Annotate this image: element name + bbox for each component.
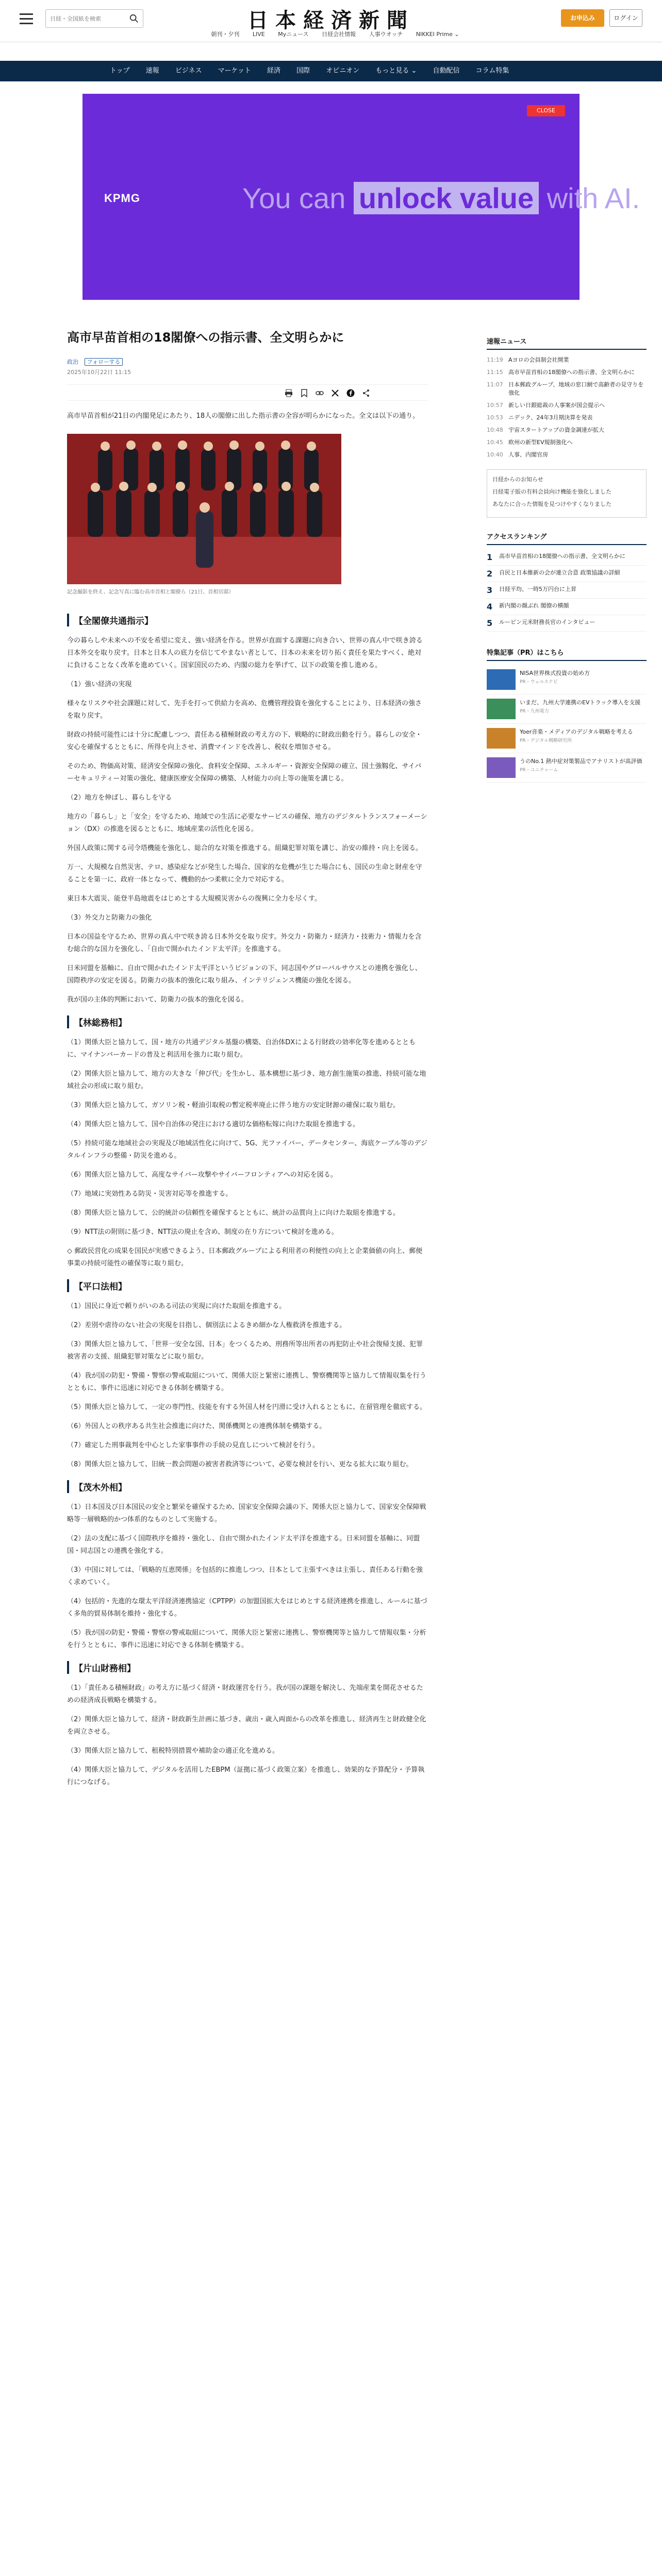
- paragraph: （5）我が国の防犯・警備・警察の警戒取組について、関係大臣と緊密に連携し、警察機関等と協力して情報収集・分析を行うとともに、事件に迅速に対応できる体制を構築する。: [67, 1629, 426, 1649]
- paragraph: （5）関係大臣と協力して、一定の専門性、技能を有する外国人材を円滑に受け入れるとともに、在留管理を徹底する。: [67, 1403, 427, 1411]
- news-headline[interactable]: Aヨロの会員制会社開業: [508, 357, 569, 363]
- nav-item-economy[interactable]: 経済: [267, 67, 281, 75]
- news-headline[interactable]: 人事、内閣官房: [508, 451, 548, 458]
- paragraph: （1）強い経済の実現: [67, 681, 132, 688]
- paragraph: （4）関係大臣と協力して、デジタルを活用したEBPM（証拠に基づく政策立案）を推進し、効果的な予算配分・予算執行につなげる。: [67, 1766, 425, 1786]
- breaking-news-title: 速報ニュース: [487, 336, 647, 350]
- article-tag[interactable]: 政治: [67, 359, 78, 365]
- news-headline[interactable]: 高市早苗首相の18閣僚への指示書、全文明らかに: [508, 369, 635, 376]
- hamburger-menu-icon[interactable]: [20, 13, 33, 25]
- nav-item-more[interactable]: もっと見る ⌄: [375, 67, 417, 75]
- notice-item[interactable]: 日経電子版の有料会員向け機能を強化しました: [492, 488, 611, 495]
- print-icon[interactable]: [285, 389, 293, 397]
- paragraph: 地方の「暮らし」と「安全」を守るため、地域での生活に必要なサービスの確保、地方のデジタルトランスフォーメーション（DX）の推進を図るとともに、地域産業の活性化を図る。: [67, 813, 427, 833]
- top-bar: [0, 0, 662, 42]
- pr-sponsor: PR・ユニチャーム: [520, 768, 558, 773]
- paragraph: （3）関係大臣と協力して、租税特別措置や補助金の適正化を進める。: [67, 1747, 279, 1755]
- nav-item-column[interactable]: コラム特集: [475, 67, 509, 75]
- notice-box: [487, 469, 647, 518]
- ranking-item[interactable]: [487, 566, 647, 582]
- cabinet-group-photo: [67, 434, 341, 584]
- pr-headline[interactable]: NISA世界株式投資の始め方: [520, 670, 590, 676]
- paragraph: （7）地域に実効性ある防災・災害対応等を推進する。: [67, 1190, 233, 1198]
- paragraph: （3）中国に対しては、「戦略的互恵関係」を包括的に推進しつつ、日本として主張すべきは主張し、責任ある行動を強く求めていく。: [67, 1566, 423, 1586]
- section-heading: 【片山財務相】: [67, 1661, 428, 1674]
- paragraph: 我が国の主体的判断において、防衛力の抜本的強化を図る。: [67, 996, 248, 1004]
- news-headline[interactable]: 新しい日銀総裁の人事案が国会提示へ: [508, 402, 605, 409]
- sidebar: [487, 336, 647, 783]
- follow-button[interactable]: フォローする: [85, 358, 123, 366]
- section-heading: 【林総務相】: [67, 1015, 428, 1028]
- paragraph: 日本の国益を守るため、世界の真ん中で咲き誇る日本外交を取り戻す。外交力・防衛力・経済力・技術力・情報力を含む総合的な国力を強化し、「自由で開かれたインド太平洋」を推進する。: [67, 933, 422, 953]
- rank-number: 4: [487, 602, 493, 612]
- nav-item-business[interactable]: ビジネス: [175, 67, 202, 75]
- breaking-news-item[interactable]: [487, 399, 647, 412]
- paragraph: （3）外交力と防衛力の強化: [67, 914, 152, 922]
- news-headline[interactable]: 欧州の新型EV規制強化へ: [508, 439, 573, 446]
- paragraph: （8）関係大臣と協力して、公的統計の信頼性を確保するとともに、統計の品質向上に向けた取組を推進する。: [67, 1209, 400, 1217]
- section-heading: 【全閣僚共通指示】: [67, 614, 428, 626]
- subnav-live[interactable]: LIVE: [252, 31, 265, 38]
- news-time: 11:15: [487, 369, 503, 376]
- pr-thumbnail[interactable]: [487, 728, 516, 749]
- breaking-news-item[interactable]: [487, 366, 647, 379]
- breaking-news-item[interactable]: [487, 424, 647, 436]
- news-time: 10:53: [487, 414, 503, 421]
- breaking-news-item[interactable]: [487, 449, 647, 461]
- breaking-news-item[interactable]: [487, 412, 647, 424]
- paragraph: （2）法の支配に基づく国際秩序を維持・強化し、自由で開かれたインド太平洋を推進する。日米同盟を基軸に、同盟国・同志国との連携を強化する。: [67, 1535, 420, 1555]
- paragraph: （6）外国人との秩序ある共生社会推進に向けた、関係機関との連携体制を構築する。: [67, 1422, 326, 1430]
- nav-item-international[interactable]: 国際: [296, 67, 310, 75]
- paragraph: （6）関係大臣と協力して、高度なサイバー攻撃やサイバーフロンティアへの対応を図る。: [67, 1171, 337, 1179]
- pr-title: 特集記事（PR）はこちら: [487, 647, 647, 661]
- ranking-item[interactable]: [487, 582, 647, 599]
- pr-sponsor: PR・ウェルスナビ: [520, 680, 558, 685]
- paragraph: ◇ 郵政民営化の成果を国民が実感できるよう、日本郵政グループによる利用者の利便性の向上と企業価値の向上、郵便事業の持続可能性の確保等に取り組む。: [67, 1247, 423, 1267]
- paragraph: 今の暮らしや未来への不安を希望に変え、強い経済を作る。世界が直面する課題に向き合い、世界の真ん中で咲き誇る日本外交を取り戻す。日本と日本人の底力を信じてやまない者として、日本の未来を切り拓く責任を果たすべく、絶対に負けることなく改革を進めていく。国家国民のため、内閣の総力を挙げて、以下の政策を推し進める。: [67, 637, 423, 669]
- pr-thumbnail[interactable]: [487, 757, 516, 778]
- paragraph: そのため、物価高対策、経済安全保障の強化、食料安全保障、エネルギー・資源安全保障の確立、国土強靱化、サイバーセキュリティー対策の強化、健康医療安全保障の構築、人材能力の向上等の施策を講じる。: [67, 762, 422, 783]
- paragraph: （4）我が国の防犯・警備・警察の警戒取組について、関係大臣と緊密に連携し、警察機関等と協力して情報収集を行うとともに、事件に迅速に対応できる体制を構築する。: [67, 1372, 426, 1392]
- bookmark-icon[interactable]: [300, 389, 308, 397]
- news-time: 11:07: [487, 381, 503, 388]
- ranking-item[interactable]: [487, 549, 647, 566]
- paragraph: 日米同盟を基軸に、自由で開かれたインド太平洋というビジョンの下、同志国やグローバルサウスとの連携を強化し、国際秩序の安定を図る。防衛力の抜本的強化に取り組み、インテリジェンス機能の強化を図る。: [67, 964, 422, 985]
- news-time: 11:19: [487, 357, 503, 363]
- news-headline[interactable]: 日本郵政グループ、地域の窓口網で高齢者の見守りを強化: [508, 381, 644, 396]
- ranking-title: アクセスランキング: [487, 531, 647, 545]
- facebook-share-icon[interactable]: [346, 389, 355, 397]
- ad-brand-logo: KPMG: [104, 192, 140, 205]
- paragraph: 東日本大震災、能登半島地震をはじめとする大規模災害からの復興に全力を尽くす。: [67, 895, 321, 903]
- pr-item[interactable]: [487, 724, 647, 753]
- paragraph: （2）地方を伸ばし、暮らしを守る: [67, 794, 172, 802]
- news-headline[interactable]: ニデック、24年3月期決算を発表: [508, 414, 593, 421]
- pr-headline[interactable]: Yoer音楽・メディアのデジタル戦略を考える: [520, 728, 633, 735]
- pr-text[interactable]: [520, 757, 642, 778]
- ranking-item[interactable]: [487, 599, 647, 615]
- pr-sponsor: PR・デジタル戦略研究所: [520, 738, 572, 743]
- subnav-company-info[interactable]: 日経会社情報: [322, 31, 356, 38]
- pr-item[interactable]: [487, 665, 647, 694]
- nav-item-auto-feed[interactable]: 自動配信: [433, 67, 460, 75]
- pr-text[interactable]: [520, 669, 590, 690]
- rank-number: 3: [487, 585, 493, 595]
- main-navigation: [0, 61, 662, 81]
- notice-title: 日経からのお知らせ: [492, 476, 543, 483]
- rank-number: 1: [487, 552, 493, 562]
- subnav-nikkei-prime[interactable]: NIKKEI Prime ⌄: [416, 31, 459, 38]
- paragraph: 外国人政策に関する司令塔機能を強化し、総合的な対策を推進する。組織犯罪対策を講じ、治安の維持・向上を図る。: [67, 844, 423, 852]
- pr-text[interactable]: [520, 728, 633, 749]
- section-heading: 【平口法相】: [67, 1279, 428, 1292]
- ranking-item[interactable]: [487, 615, 647, 632]
- paragraph: （1）日本国及び日本国民の安全と繁栄を確保するため、国家安全保障会議の下、関係大臣と協力して、国家安全保障戦略等一層戦略的かつ体系的なものとして実施する。: [67, 1503, 426, 1523]
- paragraph: （8）関係大臣と協力して、旧統一教会問題の被害者救済等について、必要な検討を行い、更なる拡大に取り組む。: [67, 1461, 413, 1468]
- article-title: 高市早苗首相の18閣僚への指示書、全文明らかに: [67, 330, 344, 345]
- paragraph: （2）関係大臣と協力して、地方の大きな「伸び代」を生かし、基本構想に基づき、地方創生施策の推進、持続可能な地域社会の形成に取り組む。: [67, 1070, 426, 1090]
- breaking-news-item[interactable]: [487, 379, 647, 399]
- breaking-news-item[interactable]: [487, 354, 647, 366]
- ranking-headline[interactable]: 日経平均、一時5万円台に上昇: [499, 586, 576, 592]
- ranking-headline[interactable]: 自民と日本維新の会が連立合意 政策協議の詳細: [499, 569, 620, 576]
- paragraph: （5）持続可能な地域社会の実現及び地域活性化に向けて、5G、光ファイバー、データセンター、海底ケーブル等のデジタルインフラの整備・防災を進める。: [67, 1140, 427, 1160]
- paragraph: 万一、大規模な自然災害、テロ、感染症などが発生した場合、国家的な危機が生じた場合にも、国民の生命と財産を守ることを第一に、政府一体となって、機動的かつ柔軟に全力で対応する。: [67, 863, 422, 884]
- rank-number: 5: [487, 618, 493, 628]
- news-headline[interactable]: 宇宙スタートアップの資金調達が拡大: [508, 427, 604, 433]
- paragraph: 様々なリスクや社会課題に対して、先手を打って供給力を高め、危機管理投資を強化することにより、日本経済の強さを取り戻す。: [67, 700, 422, 720]
- paragraph: （4）関係大臣と協力して、国や自治体の発注における適切な価格転嫁に向けた取組を推進する。: [67, 1121, 360, 1128]
- search-box[interactable]: [45, 9, 143, 28]
- search-input[interactable]: [50, 13, 122, 24]
- subnav-personnel-watch[interactable]: 人事ウオッチ: [369, 31, 403, 38]
- section-heading: 【茂木外相】: [67, 1480, 428, 1493]
- nav-item-opinion[interactable]: オピニオン: [326, 67, 360, 75]
- breaking-news-item[interactable]: [487, 436, 647, 449]
- notice-item[interactable]: あなたに合った情報を見つけやすくなりました: [492, 501, 611, 507]
- nav-item-top[interactable]: トップ: [110, 67, 130, 75]
- paragraph: （2）関係大臣と協力して、経済・財政新生計画に基づき、歳出・歳入両面からの改革を推進し、経済再生と財政健全化を両立させる。: [67, 1716, 426, 1736]
- ranking-headline[interactable]: 新内閣の顔ぶれ 閣僚の横顔: [499, 602, 569, 609]
- paragraph: （4）包括的・先進的な環太平洋経済連携協定（CPTPP）の加盟国拡大をはじめとする経済連携を推進し、ルールに基づく多角的貿易体制を維持・強化する。: [67, 1598, 427, 1618]
- article: [67, 329, 428, 1795]
- news-time: 10:40: [487, 451, 503, 458]
- pr-list: [487, 665, 647, 783]
- x-share-icon[interactable]: [331, 389, 339, 397]
- paragraph: 財政の持続可能性には十分に配慮しつつ、責任ある積極財政の考え方の下、戦略的に財政出動を行う。暮らしの安全・安心を確保するとともに、所得を向上させ、消費マインドを改善し、税収を増加させる。: [67, 731, 422, 751]
- article-lead: 高市早苗首相が21日の内閣発足にあたり、18人の閣僚に出した指示書の全容が明らかになった。全文は以下の通り。: [67, 412, 420, 420]
- ad-close-button[interactable]: CLOSE: [527, 105, 565, 116]
- article-meta: [67, 358, 428, 366]
- breaking-news-list: [487, 354, 647, 461]
- site-logo[interactable]: 日本経済新聞: [247, 8, 415, 32]
- pr-item[interactable]: [487, 753, 647, 783]
- article-date: 2025年10月22日 11:15: [67, 369, 131, 376]
- paragraph: （1）国民に身近で頼りがいのある司法の実現に向けた取組を推進する。: [67, 1302, 286, 1310]
- news-time: 10:45: [487, 439, 503, 446]
- ranking-headline[interactable]: ルービン元米財務長官のインタビュー: [499, 619, 595, 625]
- pr-text[interactable]: [520, 699, 640, 719]
- login-button[interactable]: ログイン: [609, 9, 642, 27]
- sub-navigation: [165, 30, 505, 40]
- pr-thumbnail[interactable]: [487, 669, 516, 690]
- subnav-morning-evening[interactable]: 朝刊・夕刊: [211, 31, 240, 38]
- paragraph: （9）NTT法の附則に基づき、NTT法の廃止を含め、制度の在り方について検討を進める。: [67, 1228, 338, 1236]
- link-icon[interactable]: [316, 389, 324, 397]
- ranking-list: [487, 549, 647, 632]
- news-time: 10:48: [487, 427, 503, 433]
- subscribe-button[interactable]: お申込み: [561, 9, 604, 27]
- nav-item-market[interactable]: マーケット: [218, 67, 251, 75]
- paragraph: （1）関係大臣と協力して、国・地方の共通デジタル基盤の構築、自治体DXによる行財政の効率化等を進めるとともに、マイナンバーカードの普及と利活用を強力に取り組む。: [67, 1039, 416, 1059]
- share-icon[interactable]: [362, 389, 370, 397]
- paragraph: （1）「責任ある積極財政」の考え方に基づく経済・財政運営を行う。我が国の課題を解決し、先端産業を開花させるための経済成長戦略を構築する。: [67, 1684, 423, 1704]
- news-time: 10:57: [487, 402, 503, 409]
- paragraph: （3）関係大臣と協力して、ガソリン税・軽油引取税の暫定税率廃止に伴う地方の安定財源の確保に取り組む。: [67, 1101, 400, 1109]
- rank-number: 2: [487, 569, 493, 579]
- article-tools: [67, 384, 428, 401]
- pr-sponsor: PR・九州電力: [520, 709, 549, 714]
- paragraph: （3）関係大臣と協力して、「世界一安全な国、日本」をつくるため、刑務所等出所者の再犯防止や社会復帰支援、犯罪被害者の支援、組織犯罪対策などに取り組む。: [67, 1341, 423, 1361]
- subnav-mynews[interactable]: Myニュース: [278, 31, 309, 38]
- pr-headline[interactable]: うのNo.1 熱中症対策製品でアナリストが高評価: [520, 758, 642, 765]
- ad-headline: You can unlock value with AI.: [242, 182, 640, 214]
- pr-thumbnail[interactable]: [487, 699, 516, 719]
- pr-item[interactable]: [487, 694, 647, 724]
- photo-caption: 記念撮影を終え、記念写真に臨む高市首相と閣僚ら（21日、首相官邸）: [67, 589, 234, 595]
- paragraph: （7）確定した刑事裁判を中心とした家事事件の手続の見直しについて検討を行う。: [67, 1442, 320, 1449]
- article-body: [67, 614, 428, 1789]
- paragraph: （2）差別や虐待のない社会の実現を目指し、個別法によるきめ細かな人権救済を推進する。: [67, 1321, 346, 1329]
- nav-item-breaking[interactable]: 速報: [145, 67, 159, 75]
- advertisement-banner[interactable]: [82, 94, 640, 300]
- search-icon[interactable]: [129, 14, 139, 23]
- pr-headline[interactable]: いまだ、九州大学連携のEVトラック導入を支援: [520, 699, 641, 706]
- ranking-headline[interactable]: 高市早苗首相の18閣僚への指示書、全文明らかに: [499, 553, 625, 560]
